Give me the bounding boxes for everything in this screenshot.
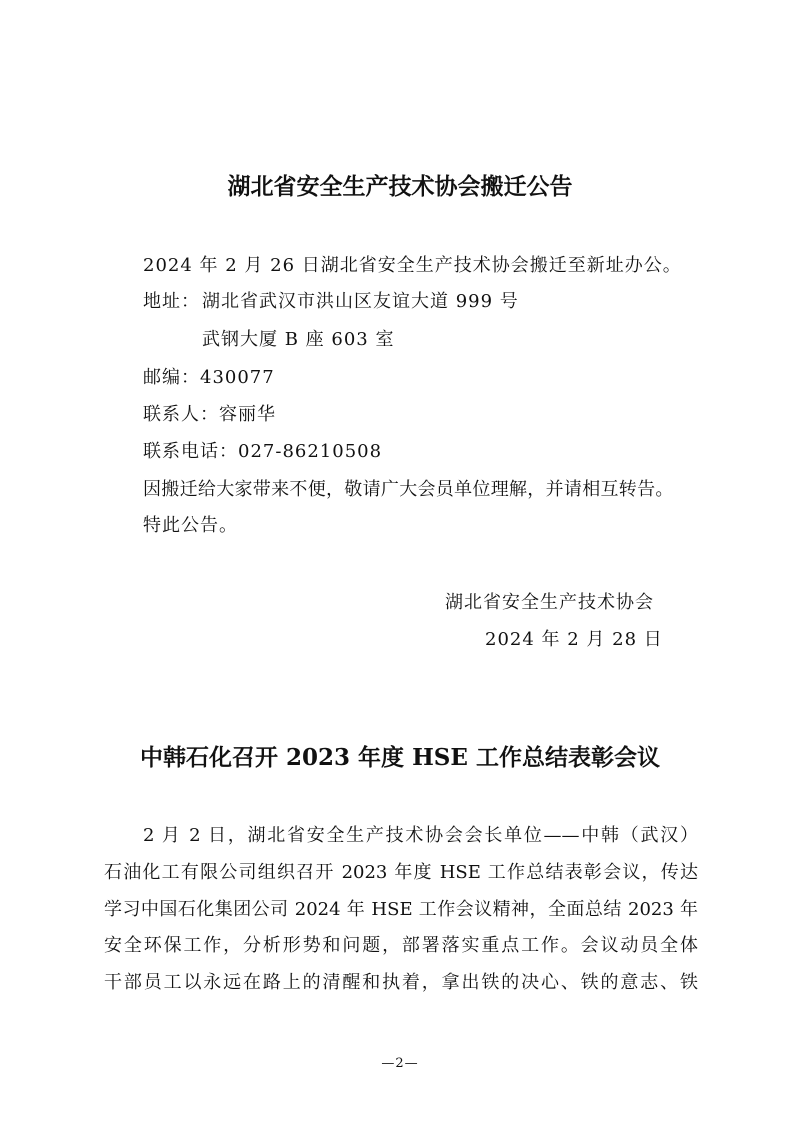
article-title: 中韩石化召开 2023 年度 HSE 工作总结表彰会议 xyxy=(140,744,660,771)
notice-closing: 特此公告。 xyxy=(143,515,238,536)
page-number: —2— xyxy=(381,1056,419,1071)
article-paragraph-line: 安全环保工作，分析形势和问题，部署落实重点工作。会议动员全体 xyxy=(104,935,698,956)
notice-contact-phone: 联系电话：027-86210508 xyxy=(143,441,383,462)
notice-address-label: 地址： xyxy=(143,291,200,312)
notice-apology: 因搬迁给大家带来不便，敬请广大会员单位理解，并请相互转告。 xyxy=(143,479,674,500)
article-paragraph-line: 石油化工有限公司组织召开 2023 年度 HSE 工作总结表彰会议，传达 xyxy=(104,862,698,883)
notice-title: 湖北省安全生产技术协会搬迁公告 xyxy=(227,173,573,200)
notice-address-line-2: 武钢大厦 B 座 603 室 xyxy=(202,329,395,350)
notice-signature-date: 2024 年 2 月 28 日 xyxy=(485,629,663,650)
notice-move-date-line: 2024 年 2 月 26 日湖北省安全生产技术协会搬迁至新址办公。 xyxy=(143,255,682,276)
notice-signature-org: 湖北省安全生产技术协会 xyxy=(445,592,654,613)
article-paragraph-line: 2 月 2 日，湖北省安全生产技术协会会长单位——中韩（武汉） xyxy=(143,825,698,846)
article-paragraph-line: 学习中国石化集团公司 2024 年 HSE 工作会议精神，全面总结 2023 年 xyxy=(104,899,698,920)
article-paragraph-line: 干部员工以永远在路上的清醒和执着，拿出铁的决心、铁的意志、铁 xyxy=(104,972,698,993)
notice-postcode: 邮编：430077 xyxy=(143,367,275,388)
notice-contact-person: 联系人：容丽华 xyxy=(143,404,276,425)
notice-address-line-1: 湖北省武汉市洪山区友谊大道 999 号 xyxy=(202,291,519,312)
